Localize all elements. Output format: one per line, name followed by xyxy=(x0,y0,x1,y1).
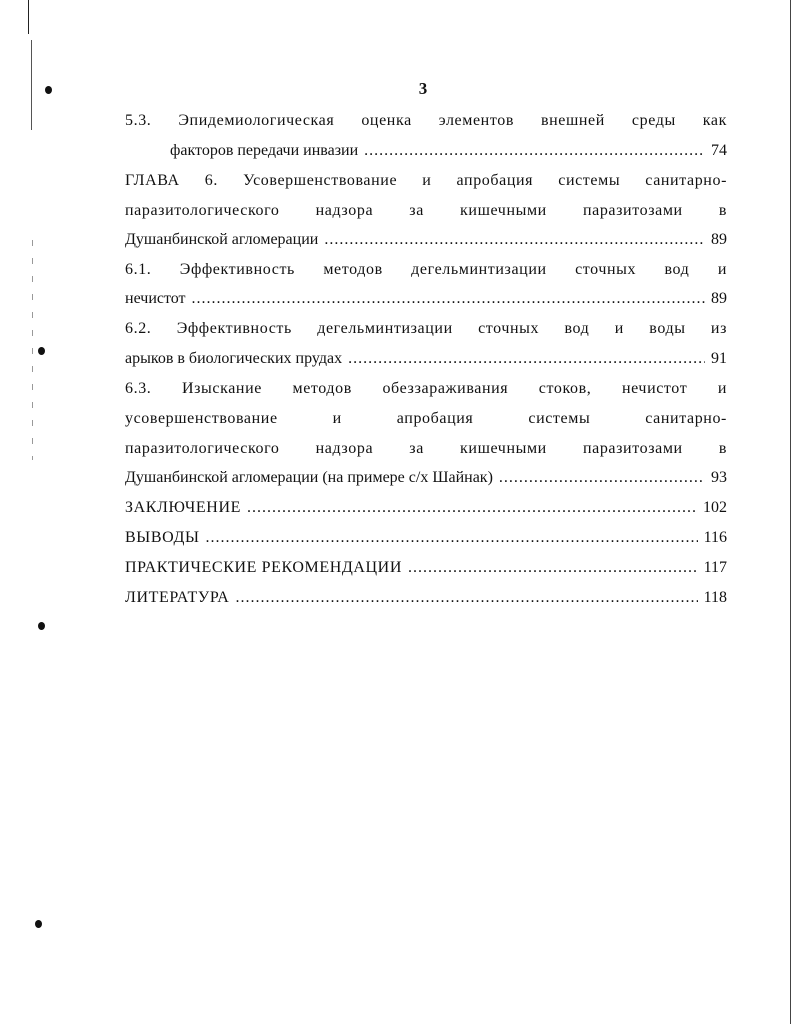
toc-page-number: 89 xyxy=(711,231,727,248)
dot-leader xyxy=(364,140,705,162)
toc-entry-title: Душанбинской агломерации (на примере с/х Шайнак) xyxy=(125,469,493,486)
toc-entry-title: ПРАКТИЧЕСКИЕ РЕКОМЕНДАЦИИ xyxy=(125,559,402,576)
binding-hole-mark xyxy=(35,920,42,928)
dot-leader xyxy=(348,348,705,370)
toc-entry-title: ВЫВОДЫ xyxy=(125,529,200,546)
dot-leader xyxy=(499,467,705,489)
dot-leader xyxy=(408,557,698,579)
toc-entry-title: факторов передачи инвазии xyxy=(170,142,359,159)
toc-entry-6-1 xyxy=(125,288,727,310)
toc-entry-recommendations xyxy=(125,557,727,579)
toc-page-number: 116 xyxy=(703,529,727,546)
toc-page-number: 102 xyxy=(703,499,727,516)
toc-entry-title: нечистот xyxy=(125,290,186,307)
toc-entry-line: усовершенствование и апробация системы санитарно- xyxy=(125,410,727,427)
toc-entry-6-3 xyxy=(125,467,727,489)
toc-entry-title: арыков в биологических прудах xyxy=(125,350,343,367)
dot-leader xyxy=(235,587,697,609)
dot-leader xyxy=(247,497,697,519)
dot-leader xyxy=(206,527,698,549)
toc-entry-literature xyxy=(125,587,727,609)
toc-entry-6-2 xyxy=(125,348,727,370)
toc-entry-title: ЗАКЛЮЧЕНИЕ xyxy=(125,499,241,516)
toc-entry-line: паразитологического надзора за кишечными паразитозами в xyxy=(125,202,727,219)
page-number: 3 xyxy=(418,79,428,98)
toc-entry-line: 6.3. Изыскание методов обеззараживания стоков, нечистот и xyxy=(125,380,727,397)
toc-entry-chapter-6 xyxy=(125,229,727,251)
toc-entry-line: ГЛАВА 6. Усовершенствование и апробация системы санитарно- xyxy=(125,172,727,189)
dot-leader xyxy=(324,229,705,251)
binding-hole-mark xyxy=(38,347,45,355)
dot-leader xyxy=(192,288,705,310)
toc-entry-line: паразитологического надзора за кишечными паразитозами в xyxy=(125,440,727,457)
toc-page-number: 74 xyxy=(711,142,727,159)
toc-page-number: 118 xyxy=(703,589,727,606)
scan-edge-mark xyxy=(32,240,33,460)
toc-entry-title: ЛИТЕРАТУРА xyxy=(125,589,230,606)
scan-edge-mark xyxy=(28,0,29,34)
toc-entry-5-3 xyxy=(170,140,727,162)
toc-entry-line: 6.1. Эффективность методов дегельминтизации сточных вод и xyxy=(125,261,727,278)
scan-edge-mark xyxy=(790,0,791,1024)
toc-page-number: 117 xyxy=(703,559,727,576)
toc-entry-line: 6.2. Эффективность дегельминтизации сточных вод и воды из xyxy=(125,320,727,337)
toc-page-number: 89 xyxy=(711,290,727,307)
toc-entry-line: 5.3. Эпидемиологическая оценка элементов внешней среды как xyxy=(125,112,727,129)
toc-entry-conclusion xyxy=(125,497,727,519)
toc-entry-title: Душанбинской агломерации xyxy=(125,231,319,248)
toc-page-number: 93 xyxy=(711,469,727,486)
toc-page-number: 91 xyxy=(711,350,727,367)
binding-hole-mark xyxy=(38,622,45,630)
toc-entry-findings xyxy=(125,527,727,549)
